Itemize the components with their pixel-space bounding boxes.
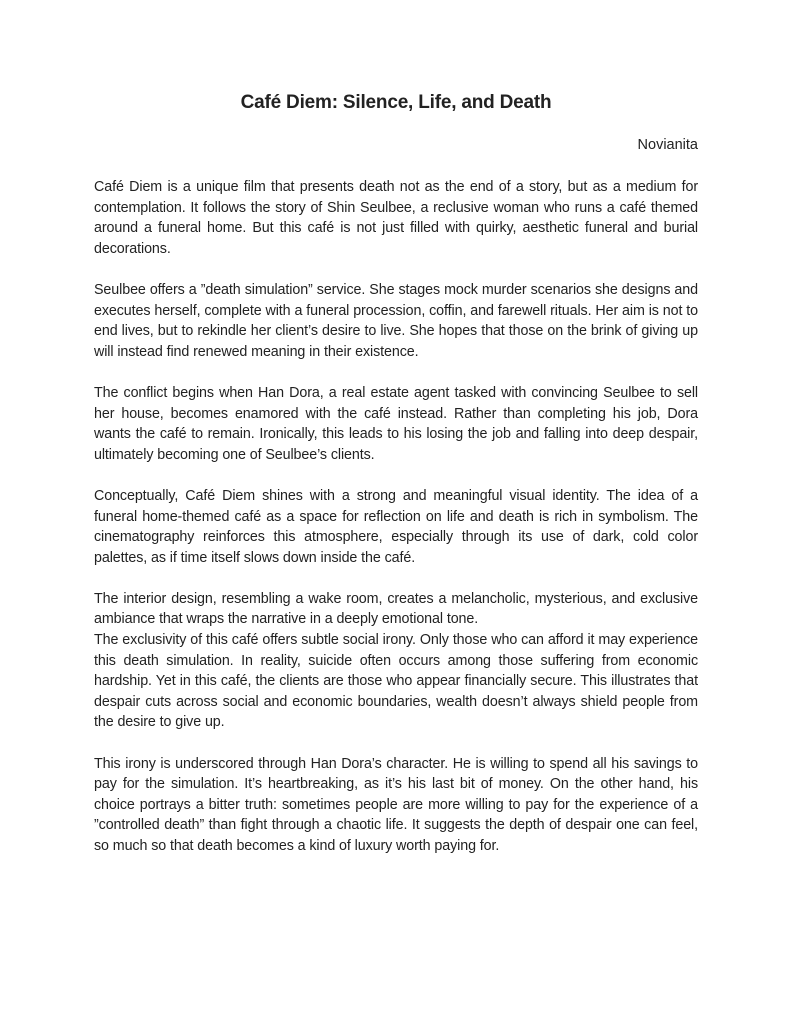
- paragraph-death-simulation: Seulbee offers a ”death simulation” service. She stages mock murder scenarios she designs and executes herself, complete with a funeral procession, coffin, and farewell rituals. Her aim is not to end lives, but to rekindle her client’s desire to live. She hopes that those on the brink of giving up will instead find renewed meaning in their existence.: [94, 281, 698, 360]
- paragraph-intro: Café Diem is a unique film that presents death not as the end of a story, but as a medium for contemplation. It follows the story of Shin Seulbee, a reclusive woman who runs a café themed around a funeral home. But this café is not just filled with quirky, aesthetic funeral and burial decorations.: [94, 179, 698, 257]
- paragraph-interior-design: The interior design, resembling a wake room, creates a melancholic, mysterious, and exclusive ambiance that wraps the narrative in a deeply emotional tone.: [94, 590, 698, 628]
- document-title: Café Diem: Silence, Life, and Death: [240, 92, 552, 113]
- paragraph-irony: This irony is underscored through Han Dora’s character. He is willing to spend all his savings to pay for the simulation. It’s heartbreaking, as it’s his last bit of money. On the other hand, his choice portrays a bitter truth: sometimes people are more willing to pay for the experience of a ”controlled death” than fight through a chaotic life. It suggests the depth of despair one can feel, so much so that death becomes a kind of luxury worth paying for.: [94, 755, 698, 854]
- paragraph-conflict: The conflict begins when Han Dora, a real estate agent tasked with convincing Seulbee to sell her house, becomes enamored with the café instead. Rather than completing his job, Dora wants the café to remain. Ironically, this leads to his losing the job and falling into deep despair, ultimately becoming one of Seulbee’s clients.: [94, 384, 698, 463]
- paragraph-visual-identity: Conceptually, Café Diem shines with a strong and meaningful visual identity. The idea of a funeral home-themed café as a space for reflection on life and death is rich in symbolism. The cinematography reinforces this atmosphere, especially through its use of dark, cold color palettes, as if time itself slows down inside the café.: [94, 487, 698, 566]
- paragraph-exclusivity: The exclusivity of this café offers subtle social irony. Only those who can afford it may experience this death simulation. In reality, suicide often occurs among those suffering from economic hardship. Yet in this café, the clients are those who appear financially secure. This illustrates that despair cuts across social and economic boundaries, wealth doesn’t always shield people from the desire to give up.: [94, 632, 698, 731]
- document-body: [94, 177, 698, 877]
- author-name: Novianita: [637, 137, 698, 153]
